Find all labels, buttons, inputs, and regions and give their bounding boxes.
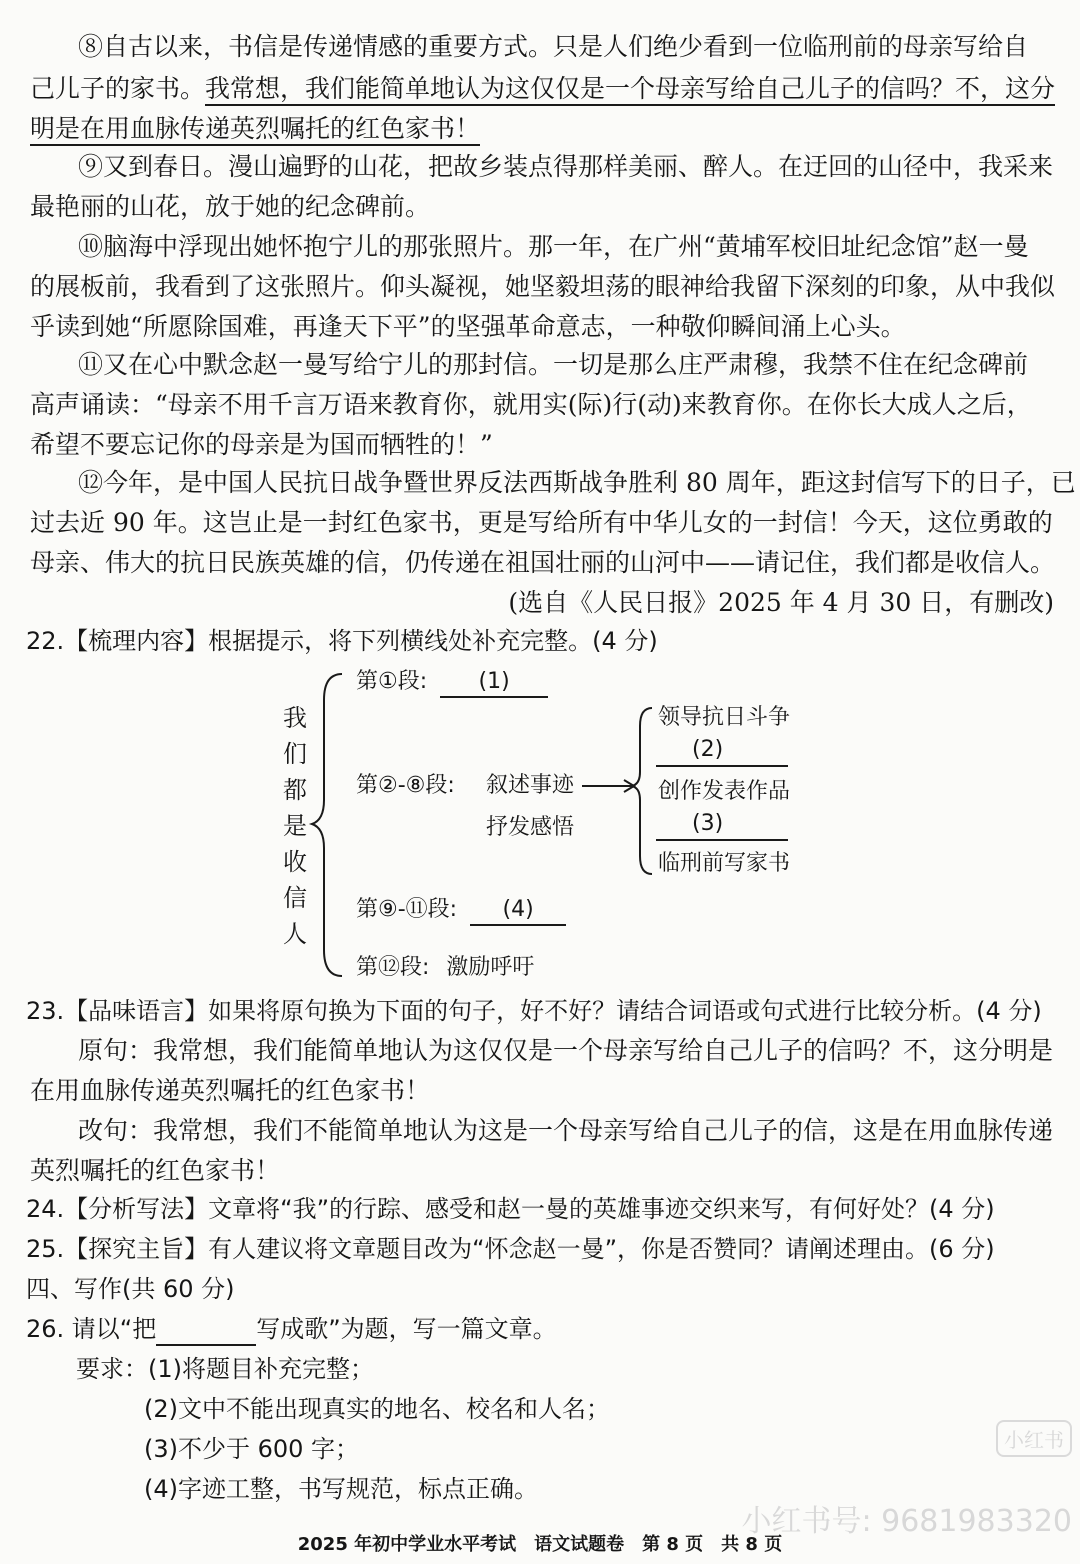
para-11-line-1: ⑪又在心中默念赵一曼写给宁儿的那封信。一切是那么庄严肃穆，我禁不住在纪念碑前 <box>78 350 1029 379</box>
requirement-1: 要求：(1)将题目补充完整； <box>76 1355 374 1383</box>
segment-4 <box>356 954 534 982</box>
blank-2[interactable]: (2) <box>692 737 724 762</box>
title-char: 人 <box>283 920 307 948</box>
para-11-line-2: 高声诵读：“母亲不用千言万语来教育你，就用实(际)行(动)来教育你。在你长大成人之后， <box>30 390 1032 419</box>
question-22: 22.【梳理内容】根据提示，将下列横线处补充完整。(4 分) <box>26 627 658 655</box>
requirement-2: (2)文中不能出现真实的地名、校名和人名； <box>144 1395 610 1423</box>
title-char: 都 <box>283 776 307 804</box>
source-citation: (选自《人民日报》2025 年 4 月 30 日，有删改) <box>508 588 1054 617</box>
branch-3: 临刑前写家书 <box>658 851 791 876</box>
para-12-line-2: 过去近 90 年。这岂止是一封红色家书，更是写给所有中华儿女的一封信！今天，这位勇敢的 <box>30 508 1053 537</box>
para-8-line-3 <box>30 112 480 146</box>
branch-2: 创作发表作品 <box>658 779 791 804</box>
segment-2-label: 第②-⑧段: <box>356 773 455 798</box>
question-23: 23.【品味语言】如果将原句换为下面的句子，好不好？请结合词语或句式进行比较分析。(4 分) <box>26 997 1042 1025</box>
para-8-plain: 己儿子的家书。 <box>30 74 206 103</box>
para-11-line-3: 希望不要忘记你的母亲是为国而牺牲的！” <box>30 430 493 459</box>
diagram-title-vertical <box>280 700 310 952</box>
para-12-line-1: ⑫今年，是中国人民抗日战争暨世界反法西斯战争胜利 80 周年，距这封信写下的日子，已 <box>78 468 1076 497</box>
blank-4[interactable]: (4) <box>470 896 566 926</box>
right-brace <box>632 708 652 874</box>
segment-4-text: 激励呼吁 <box>446 955 535 980</box>
underlined-sentence-end: 明是在用血脉传递英烈嘱托的红色家书！ <box>30 114 480 146</box>
title-char: 收 <box>283 848 307 876</box>
question-26 <box>26 1312 557 1346</box>
revised-sentence-line-1: 改句：我常想，我们不能简单地认为这是一个母亲写给自己儿子的信，这是在用血脉传递 <box>78 1116 1054 1145</box>
para-9-line-2: 最艳丽的山花，放于她的纪念碑前。 <box>30 192 431 221</box>
para-8-line-2 <box>30 72 1055 106</box>
requirement-4: (4)字迹工整，书写规范，标点正确。 <box>144 1475 538 1503</box>
original-sentence-line-1: 原句：我常想，我们能简单地认为这仅仅是一个母亲写给自己儿子的信吗？不，这分明是 <box>78 1036 1054 1065</box>
segment-2-narrate: 叙述事迹 <box>486 773 575 798</box>
question-26-part-a: 26. 请以“把 <box>26 1315 157 1343</box>
para-10-line-3: 乎读到她“所愿除国难，再逢天下平”的坚强革命意志，一种敬仰瞬间涌上心头。 <box>30 312 906 341</box>
segment-4-label: 第⑫段: <box>356 955 430 980</box>
para-10-line-2: 的展板前，我看到了这张照片。仰头凝视，她坚毅坦荡的眼神给我留下深刻的印象，从中我似 <box>30 272 1056 301</box>
original-sentence-line-2: 在用血脉传递英烈嘱托的红色家书！ <box>30 1076 431 1105</box>
segment-1-label: 第①段: <box>356 669 428 694</box>
segment-3-label: 第⑨-⑪段: <box>356 897 458 922</box>
segment-3 <box>356 896 566 926</box>
para-10-line-1: ⑩脑海中浮现出她怀抱宁儿的那张照片。那一年，在广州“黄埔军校旧址纪念馆”赵一曼 <box>78 232 1029 261</box>
page-footer: 2025 年初中学业水平考试 语文试题卷 第 8 页 共 8 页 <box>297 1534 783 1555</box>
requirement-3: (3)不少于 600 字； <box>144 1435 360 1463</box>
blank-3[interactable]: (3) <box>692 811 724 836</box>
para-8-line-1: ⑧自古以来，书信是传递情感的重要方式。只是人们绝少看到一位临刑前的母亲写给自 <box>78 32 1029 61</box>
underlined-sentence: 我常想，我们能简单地认为这仅仅是一个母亲写给自己儿子的信吗？不，这分 <box>205 74 1055 106</box>
segment-1 <box>356 668 548 698</box>
branch-1: 领导抗日斗争 <box>658 705 791 730</box>
watermark-id: 小红书号: 9681983320 <box>741 1504 1072 1539</box>
question-25: 25.【探究主旨】有人建议将文章题目改为“怀念赵一曼”，你是否赞同？请阐述理由。(6 分) <box>26 1235 995 1263</box>
title-char: 我 <box>283 704 307 732</box>
title-char: 信 <box>283 884 307 912</box>
title-char: 们 <box>283 740 307 768</box>
revised-sentence-line-2: 英烈嘱托的红色家书！ <box>30 1156 281 1185</box>
title-blank[interactable] <box>156 1322 256 1346</box>
watermark-logo: 小红书 <box>996 1420 1072 1457</box>
blank-1[interactable]: (1) <box>440 668 548 698</box>
structure-diagram <box>280 660 840 990</box>
segment-2-express: 抒发感悟 <box>486 815 575 840</box>
question-26-part-b: 写成歌”为题，写一篇文章。 <box>256 1315 557 1343</box>
title-char: 是 <box>283 812 307 840</box>
left-brace <box>312 674 342 976</box>
para-12-line-3: 母亲、伟大的抗日民族英雄的信，仍传递在祖国壮丽的山河中——请记住，我们都是收信人。 <box>30 548 1056 577</box>
para-9-line-1: ⑨又到春日。漫山遍野的山花，把故乡装点得那样美丽、醉人。在迂回的山径中，我采来 <box>78 152 1054 181</box>
section-writing-title: 四、写作(共 60 分) <box>26 1275 235 1303</box>
question-24: 24.【分析写法】文章将“我”的行踪、感受和赵一曼的英雄事迹交织来写，有何好处？(4 分) <box>26 1195 995 1223</box>
